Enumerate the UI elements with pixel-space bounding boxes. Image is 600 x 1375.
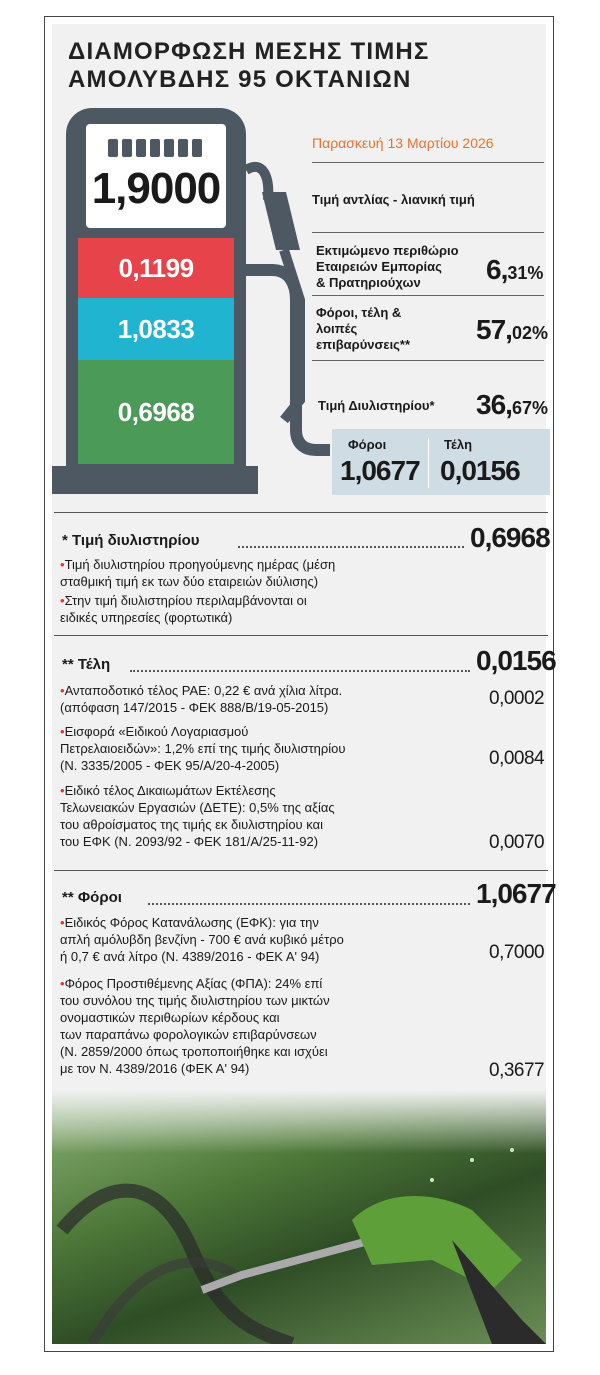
margin-percent: 6,31% [486,254,544,285]
refinery-note-2: •Στην τιμή διυλιστηρίου περιλαμβάνονται οι ειδικές υπηρεσίες (φορτωτικά) [60,593,307,625]
taxes-heading: ** Φόροι [62,889,122,906]
fuel-nozzle-photo [52,1090,546,1344]
fees-value: 0,0156 [476,645,556,676]
refinery-value: 0,6968 [470,522,550,553]
taxes-value: 1,0677 [476,878,556,909]
divider [312,232,544,233]
tax-item-2-value: 0,3677 [489,1060,545,1081]
pump-display-dots [108,139,202,157]
taxbox-taxes-label: Φόροι [348,437,387,452]
taxbox-divider [428,438,429,488]
refinery-heading: * Τιμή διυλιστηρίου [62,532,200,549]
fuel-nozzle-icon [52,1090,546,1344]
divider [312,360,544,361]
fees-heading: ** Τέλη [62,656,111,673]
margin-label: Εκτιμώμενο περιθώριο Εταιρειών Εμπορίας & Πρατηριούχων [316,243,459,290]
refinery-label: Τιμή Διυλιστηρίου* [318,398,435,413]
fee-item-3-value: 0,0070 [489,832,545,853]
section-divider [54,635,548,636]
leader-dots [130,670,470,672]
fee-item-2-value: 0,0084 [489,748,545,769]
margin-segment: 0,1199 [78,238,234,298]
fee-item-1-value: 0,0002 [489,688,545,709]
refinery-percent: 36,67% [476,389,548,420]
leader-dots [148,903,470,905]
tax-item-1-value: 0,7000 [489,942,545,963]
leader-dots [238,546,464,548]
fee-item-2: •Εισφορά «Ειδικού Λογαριασμού Πετρελαιοειδών»: 1,2% επί της τιμής διυλιστηρίου (Ν. 3335/2005 - ΦΕΚ 95/Α/20-4-2005) [60,724,346,773]
section-divider [54,870,548,871]
title-line-2: ΑΜΟΛΥΒΔΗΣ 95 ΟΚΤΑΝΙΩΝ [68,66,412,93]
section-divider [54,512,548,513]
tax-item-1: •Ειδικός Φόρος Κατανάλωσης (ΕΦΚ): για την απλή αμόλυβδη βενζίνη - 700 € ανά κυβικό μέτρο ή 0,7 € ανά λίτρο (Ν. 4389/2016 - ΦΕΚ Α' 94) [60,915,344,964]
retail-price: 1,9000 [91,164,221,213]
title-line-1: ΔΙΑΜΟΡΦΩΣΗ ΜΕΣΗΣ ΤΙΜΗΣ [68,38,430,65]
taxes-segment: 1,0833 [78,298,234,360]
fuel-pump-base [52,466,258,494]
fee-item-1: •Ανταποδοτικό τέλος ΡΑΕ: 0,22 € ανά χίλια λίτρα. (απόφαση 147/2015 - ΦΕΚ 888/Β/19-05-2015) [60,683,343,715]
tax-item-2: •Φόρος Προστιθέμενης Αξίας (ΦΠΑ): 24% επί του συνόλου της τιμής διυλιστηρίου των μικτών ονομαστικών περιθωρίων κέρδους και των παραπάνω φορολογικών επιβαρύνσεων (Ν. 2859/2000 όπως τροποποιήθηκε και ισχύει με τον Ν. 4389/2016 (ΦΕΚ Α' 94) [60,976,330,1076]
divider [312,162,544,163]
date-label: Παρασκευή 13 Μαρτίου 2026 [312,135,494,151]
taxbox-taxes-value: 1,0677 [340,455,420,486]
divider [312,295,544,296]
taxbox-fees-label: Τέλη [444,437,473,452]
taxbox-fees-value: 0,0156 [440,455,520,486]
taxes-percent: 57,02% [476,314,548,345]
fee-item-3: •Ειδικό τέλος Δικαιωμάτων Εκτέλεσης Τελωνειακών Εργασιών (ΔΕΤΕ): 0,5% της αξίας του αθροίσματος της τιμής εκ διυλιστηρίου και του ΕΦΚ (Ν. 2093/92 - ΦΕΚ 181/Α/25-11-92) [60,783,335,849]
refinery-segment: 0,6968 [78,360,234,464]
refinery-note-1: •Τιμή διυλιστηρίου προηγούμενης ημέρας (μέση σταθμική τιμή εκ των δύο εταιρειών διύλισης) [60,557,336,589]
retail-label: Τιμή αντλίας - λιανική τιμή [312,192,475,207]
taxes-label: Φόροι, τέλη & λοιπές επιβαρύνσεις** [316,305,411,352]
